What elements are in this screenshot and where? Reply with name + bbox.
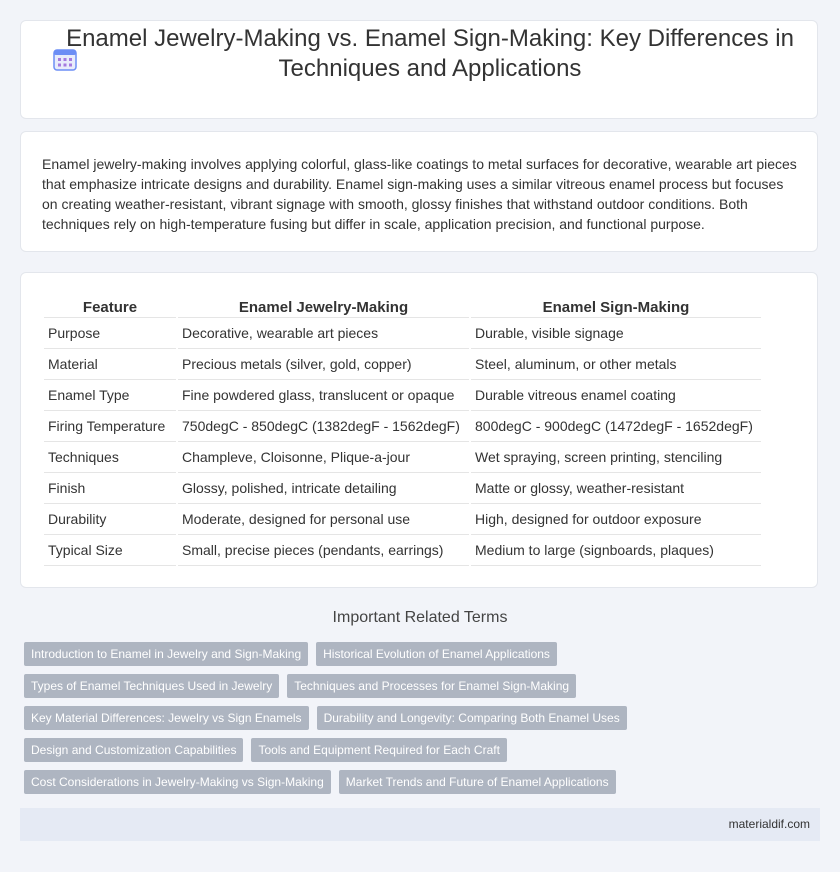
- table-cell: Typical Size: [44, 535, 176, 566]
- table-cell: Durable vitreous enamel coating: [471, 380, 761, 411]
- footer-site-link[interactable]: materialdif.com: [728, 817, 810, 831]
- column-header: Enamel Sign-Making: [471, 295, 761, 318]
- related-term-tag[interactable]: Cost Considerations in Jewelry-Making vs Sign-Making: [24, 770, 331, 794]
- related-term-tag[interactable]: Types of Enamel Techniques Used in Jewelry: [24, 674, 279, 698]
- intro-text: Enamel jewelry-making involves applying colorful, glass-like coatings to metal surfaces for decorative, wearable art pieces that emphasize intricate designs and durability. Enamel sign-making uses a similar vitreous enamel process but focuses on creating weather-resistant, vibrant signage with smooth, glossy finishes that withstand outdoor conditions. Both techniques rely on high-temperature fusing but differ in scale, application precision, and functional purpose.: [42, 156, 797, 232]
- table-cell: Steel, aluminum, or other metals: [471, 349, 761, 380]
- table-cell: Matte or glossy, weather-resistant: [471, 473, 761, 504]
- table-row: [44, 411, 761, 442]
- table-cell: Durability: [44, 504, 176, 535]
- related-term-tag[interactable]: Durability and Longevity: Comparing Both Enamel Uses: [317, 706, 627, 730]
- table-row: [44, 349, 761, 380]
- column-header: Feature: [44, 295, 176, 318]
- related-term-tag[interactable]: Key Material Differences: Jewelry vs Sign Enamels: [24, 706, 309, 730]
- table-row: [44, 380, 761, 411]
- related-terms-title: Important Related Terms: [332, 609, 508, 626]
- related-term-tag[interactable]: Historical Evolution of Enamel Applications: [316, 642, 557, 666]
- table-cell: Techniques: [44, 442, 176, 473]
- tag-row: [24, 770, 824, 794]
- footer: [20, 808, 820, 841]
- table-row: [44, 318, 761, 349]
- table-row: [44, 535, 761, 566]
- table-cell: Firing Temperature: [44, 411, 176, 442]
- related-terms-list: [24, 642, 824, 802]
- tag-row: [24, 674, 824, 698]
- comparison-table: [42, 295, 763, 566]
- related-term-tag[interactable]: Market Trends and Future of Enamel Applications: [339, 770, 616, 794]
- table-cell: Medium to large (signboards, plaques): [471, 535, 761, 566]
- tag-row: [24, 738, 824, 762]
- page-title: Enamel Jewelry-Making vs. Enamel Sign-Making: Key Differences in Techniques and Applications: [66, 25, 794, 82]
- comparison-card: [20, 272, 818, 588]
- related-term-tag[interactable]: Tools and Equipment Required for Each Craft: [251, 738, 506, 762]
- table-cell: Champleve, Cloisonne, Plique-a-jour: [178, 442, 469, 473]
- related-term-tag[interactable]: Design and Customization Capabilities: [24, 738, 243, 762]
- table-cell: 800degC - 900degC (1472degF - 1652degF): [471, 411, 761, 442]
- table-cell: Finish: [44, 473, 176, 504]
- table-cell: Glossy, polished, intricate detailing: [178, 473, 469, 504]
- table-cell: Material: [44, 349, 176, 380]
- table-cell: Fine powdered glass, translucent or opaque: [178, 380, 469, 411]
- table-row: [44, 442, 761, 473]
- table-cell: Moderate, designed for personal use: [178, 504, 469, 535]
- table-cell: Purpose: [44, 318, 176, 349]
- intro-card: [20, 131, 818, 252]
- table-row: [44, 504, 761, 535]
- table-cell: 750degC - 850degC (1382degF - 1562degF): [178, 411, 469, 442]
- table-header-row: [44, 295, 761, 318]
- table-cell: Wet spraying, screen printing, stenciling: [471, 442, 761, 473]
- related-term-tag[interactable]: Introduction to Enamel in Jewelry and Sign-Making: [24, 642, 308, 666]
- tag-row: [24, 706, 824, 730]
- table-cell: Small, precise pieces (pendants, earrings): [178, 535, 469, 566]
- column-header: Enamel Jewelry-Making: [178, 295, 469, 318]
- tag-row: [24, 642, 824, 666]
- table-cell: Precious metals (silver, gold, copper): [178, 349, 469, 380]
- table-cell: Durable, visible signage: [471, 318, 761, 349]
- table-cell: High, designed for outdoor exposure: [471, 504, 761, 535]
- table-row: [44, 473, 761, 504]
- related-term-tag[interactable]: Techniques and Processes for Enamel Sign-Making: [287, 674, 576, 698]
- table-cell: Decorative, wearable art pieces: [178, 318, 469, 349]
- table-cell: Enamel Type: [44, 380, 176, 411]
